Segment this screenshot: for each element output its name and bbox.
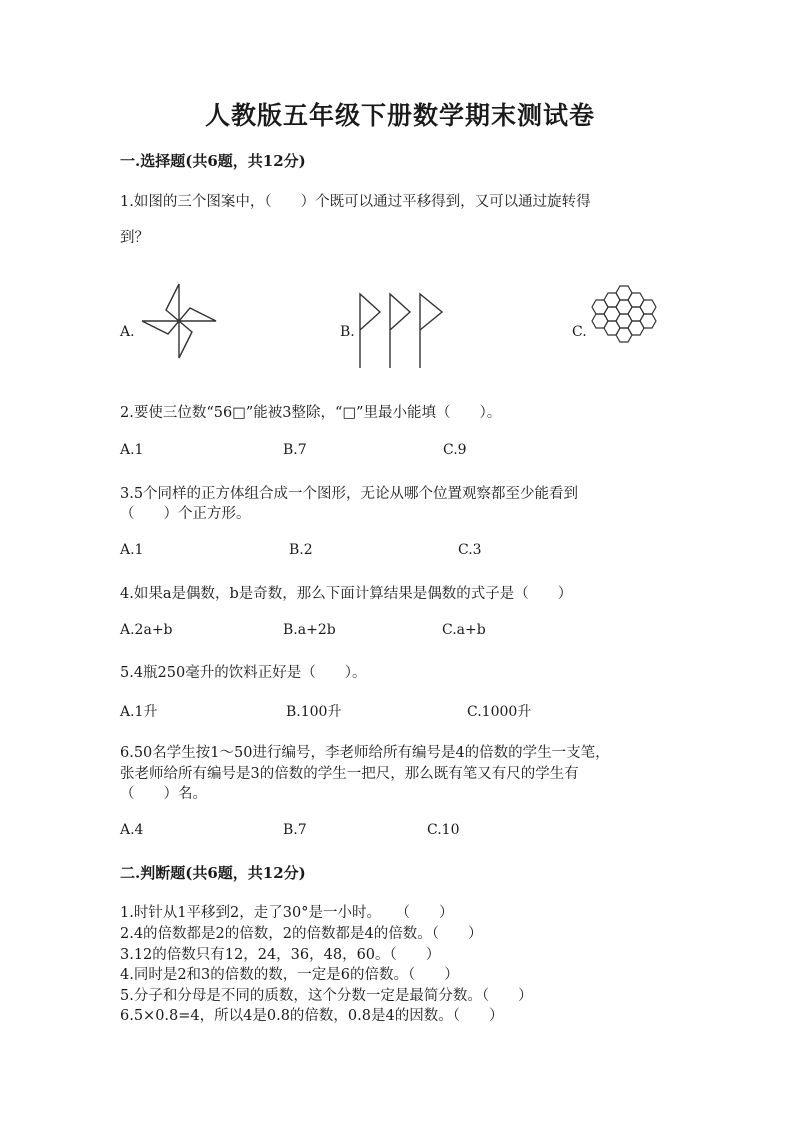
question-3-line-2: （ ）个正方形。	[120, 506, 251, 522]
question-3-option-a: A.1	[120, 542, 144, 558]
pinwheel-figure	[138, 280, 220, 362]
question-1-line-2: 到？	[120, 230, 149, 246]
judgment-item-5: 5.分子和分母是不同的质数，这个分数一定是最简分数。（ ）	[120, 988, 533, 1004]
question-5-text: 5.4瓶250毫升的饮料正好是（ ）。	[120, 665, 367, 681]
section-1-heading: 一.选择题(共6题，共12分)	[120, 152, 306, 170]
question-3-option-c: C.3	[458, 542, 482, 558]
question-3-option-b: B.2	[289, 542, 313, 558]
page-title: 人教版五年级下册数学期末测试卷	[204, 101, 595, 130]
question-6-option-c: C.10	[427, 822, 460, 838]
question-2-option-a: A.1	[120, 442, 144, 458]
question-1-option-b: B.	[340, 324, 355, 340]
question-6-option-a: A.4	[120, 822, 144, 838]
question-3-line-1: 3.5个同样的正方体组合成一个图形，无论从哪个位置观察都至少能看到	[120, 486, 579, 502]
section-2-heading: 二.判断题(共6题，共12分)	[120, 864, 306, 882]
question-2-option-c: C.9	[443, 442, 467, 458]
judgment-item-3: 3.12的倍数只有12，24，36，48，60。（ ）	[120, 947, 441, 963]
question-1-option-c: C.	[572, 324, 587, 340]
judgment-item-1: 1.时针从1平移到2，走了30°是一小时。 （ ）	[120, 905, 454, 921]
question-1-line-1: 1.如图的三个图案中，（ ）个既可以通过平移得到，又可以通过旋转得	[120, 194, 591, 210]
question-4-option-c: C.a+b	[442, 622, 486, 638]
judgment-item-4: 4.同时是2和3的倍数的数，一定是6的倍数。（ ）	[120, 967, 459, 983]
question-6-line-1: 6.50名学生按1～50进行编号，李老师给所有编号是4的倍数的学生一支笔，	[120, 745, 610, 761]
question-1-option-a: A.	[120, 324, 135, 340]
question-4-option-b: B.a+2b	[283, 622, 336, 638]
question-2-text: 2.要使三位数“56□”能被3整除，“□”里最小能填（ ）。	[120, 405, 502, 421]
question-6-option-b: B.7	[283, 822, 307, 838]
question-6-line-2: 张老师给所有编号是3的倍数的学生一把尺，那么既有笔又有尺的学生有	[120, 766, 579, 782]
question-5-option-a: A.1升	[120, 704, 158, 720]
question-4-text: 4.如果a是偶数，b是奇数，那么下面计算结果是偶数的式子是（ ）	[120, 586, 573, 602]
question-5-option-c: C.1000升	[467, 704, 532, 720]
judgment-item-6: 6.5×0.8=4，所以4是0.8的倍数，0.8是4的因数。（ ）	[120, 1008, 504, 1024]
question-2-option-b: B.7	[283, 442, 307, 458]
question-6-line-3: （ ）名。	[120, 786, 207, 802]
question-4-option-a: A.2a+b	[120, 622, 173, 638]
hexagon-cluster-figure	[586, 280, 670, 360]
judgment-item-2: 2.4的倍数都是2的倍数，2的倍数都是4的倍数。（ ）	[120, 926, 483, 942]
question-5-option-b: B.100升	[286, 704, 342, 720]
three-flags-figure	[352, 290, 452, 372]
